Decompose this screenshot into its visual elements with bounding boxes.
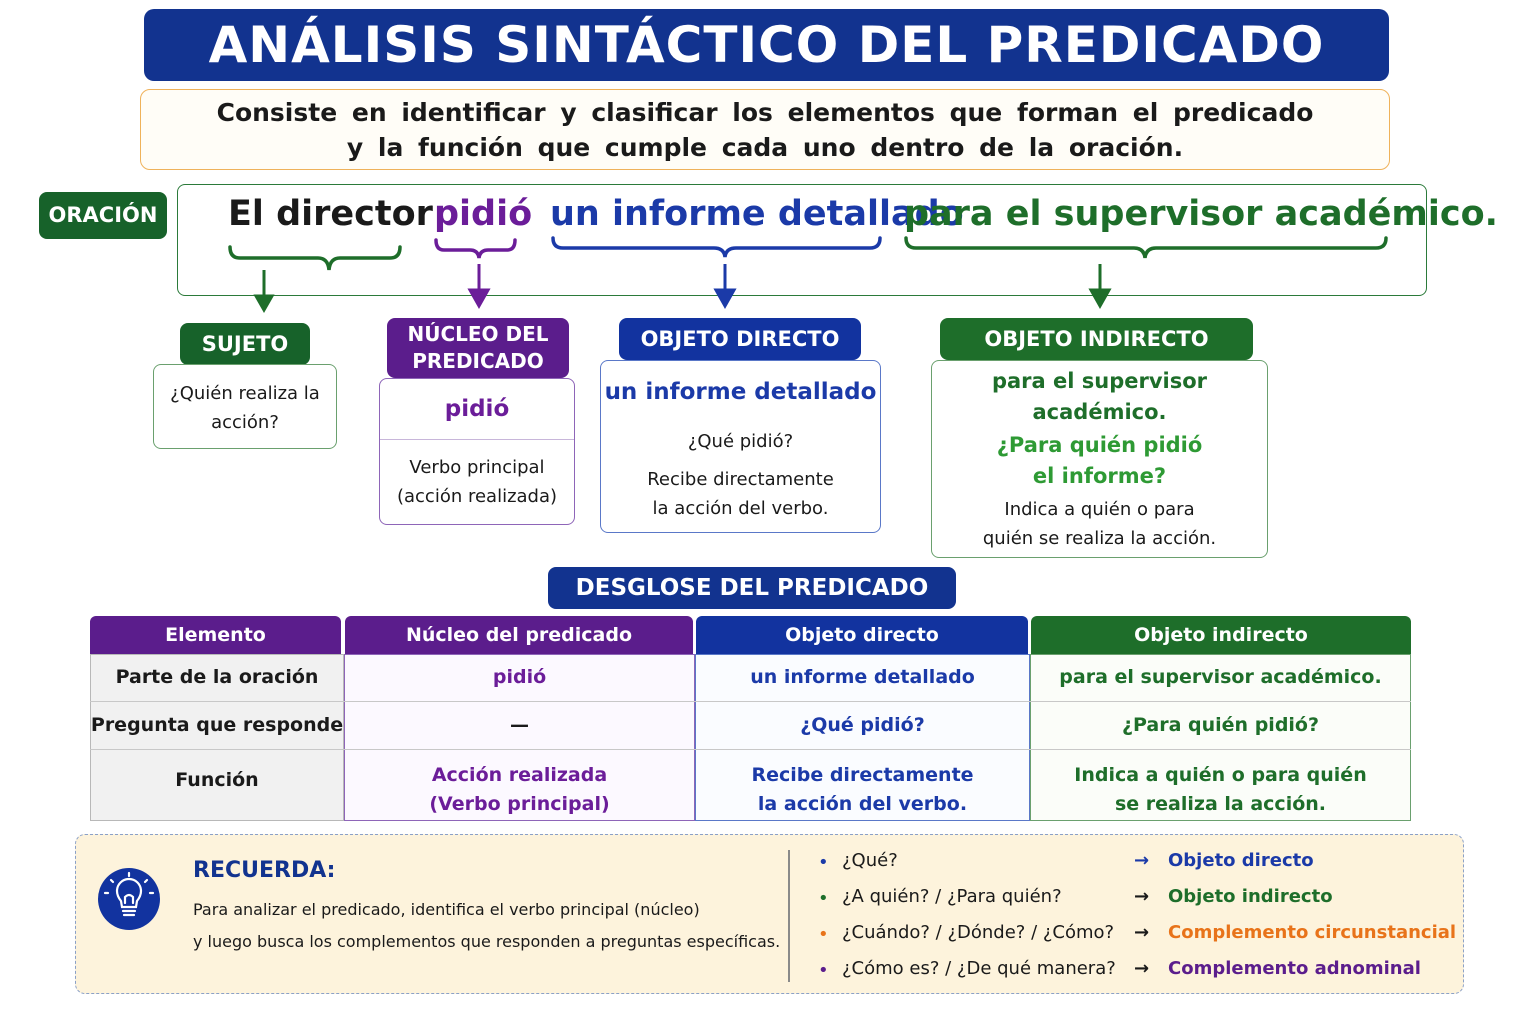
objeto-indirecto-word (932, 366, 1267, 428)
recuerda-line-2: y luego busca los complementos que responden a preguntas específicas. (193, 932, 781, 951)
objeto-directo-word: un informe detallado (604, 379, 877, 405)
objeto-indirecto-header: OBJETO INDIRECTO (940, 318, 1253, 360)
od-arrow (716, 264, 734, 306)
table-row-divider (90, 749, 1411, 750)
definition-line-1: Consiste en identificar y clasificar los elementos que forman el predicado (216, 98, 1314, 127)
guide-question: ¿Qué? (842, 850, 898, 871)
table-cell-od-pregunta: ¿Qué pidió? (800, 714, 925, 736)
od-desc-line-1: Recibe directamente (647, 469, 834, 490)
table-cell-od-funcion (695, 761, 1030, 819)
guide-question: ¿A quién? / ¿Para quién? (842, 886, 1062, 907)
bullet-dot-icon: • (818, 924, 829, 945)
oi-q-line-2: el informe? (1032, 464, 1167, 488)
sentence-subject: El director (228, 194, 433, 234)
bullet-dot-icon: • (818, 888, 829, 909)
table-cell-od-parte: un informe detallado (750, 666, 975, 688)
od-funcion-line-1: Recibe directamente (751, 764, 974, 786)
objeto-directo-card (600, 360, 881, 533)
objeto-indirecto-description (932, 495, 1267, 553)
page-title: ANÁLISIS SINTÁCTICO DEL PREDICADO (208, 16, 1325, 74)
table-cell-oi-funcion (1030, 761, 1411, 819)
oi-funcion-line-2: se realiza la acción. (1114, 793, 1326, 815)
od-funcion-line-2: la acción del verbo. (757, 793, 968, 815)
table-cell-nucleo-pregunta: — (510, 714, 529, 736)
sujeto-header: SUJETO (180, 323, 310, 365)
sentence-verb: pidió (434, 194, 533, 234)
arrow-right-icon: → (1134, 886, 1150, 907)
sentence-indirect-object: para el supervisor académico. (904, 194, 1498, 234)
oi-word-line-2: académico. (1032, 400, 1167, 424)
oi-funcion-line-1: Indica a quién o para quién (1074, 764, 1367, 786)
recuerda-title: RECUERDA: (193, 858, 336, 883)
guide-answer: Complemento circunstancial (1168, 922, 1457, 943)
objeto-directo-question: ¿Qué pidió? (687, 431, 794, 452)
table-cell-nucleo-funcion (344, 761, 695, 819)
objeto-directo-description (601, 465, 880, 523)
od-desc-line-2: la acción del verbo. (652, 498, 829, 519)
objeto-directo-header: OBJETO DIRECTO (619, 318, 861, 360)
arrow-right-icon: → (1134, 958, 1150, 979)
objeto-indirecto-card (931, 360, 1268, 558)
desglose-header: DESGLOSE DEL PREDICADO (548, 567, 956, 609)
guide-answer: Complemento adnominal (1168, 958, 1421, 979)
recuerda-divider (788, 850, 790, 982)
table-row-divider (90, 701, 1411, 702)
sujeto-question: ¿Quién realiza la acción? (170, 383, 320, 433)
od-brace (553, 238, 880, 257)
verb-arrow (470, 264, 488, 306)
oi-brace (906, 238, 1386, 258)
guide-question: ¿Cómo es? / ¿De qué manera? (842, 958, 1116, 979)
table-cell-nucleo-parte: pidió (492, 666, 547, 688)
bullet-dot-icon: • (818, 960, 829, 981)
table-header-objeto-indirecto: Objeto indirecto (1031, 616, 1411, 654)
sentence-direct-object: un informe detallado (550, 194, 964, 234)
nucleo-description (380, 453, 574, 511)
guide-answer: Objeto directo (1168, 850, 1314, 871)
oi-word-line-1: para el supervisor (991, 369, 1208, 393)
nucleo-header-line-2: PREDICADO (412, 349, 544, 373)
oi-arrow (1091, 264, 1109, 306)
verb-brace (436, 240, 515, 258)
nucleo-header (387, 318, 569, 378)
oi-desc-line-2: quién se realiza la acción. (982, 528, 1217, 549)
table-cell-oi-parte: para el supervisor académico. (1059, 666, 1382, 688)
oracion-label: ORACIÓN (39, 192, 167, 239)
oi-desc-line-1: Indica a quién o para (1004, 499, 1195, 520)
subject-brace (230, 247, 400, 270)
lightbulb-icon (97, 867, 161, 931)
bullet-dot-icon: • (818, 852, 829, 873)
table-header-elemento: Elemento (90, 616, 341, 654)
table-header-objeto-directo: Objeto directo (696, 616, 1028, 654)
oi-q-line-1: ¿Para quién pidió (996, 433, 1203, 457)
definition-line-2: y la función que cumple cada uno dentro de la oración. (346, 133, 1184, 162)
nucleo-funcion-line-1: Acción realizada (431, 764, 608, 786)
table-cell-label-parte: Parte de la oración (115, 666, 319, 688)
table-cell-label-funcion: Función (175, 769, 259, 791)
arrow-right-icon: → (1134, 850, 1150, 871)
objeto-indirecto-question (932, 430, 1267, 492)
guide-answer: Objeto indirecto (1168, 886, 1333, 907)
table-header-nucleo: Núcleo del predicado (345, 616, 693, 654)
nucleo-desc-line-1: Verbo principal (409, 457, 545, 478)
table-cell-oi-pregunta: ¿Para quién pidió? (1121, 714, 1320, 736)
sujeto-card (153, 364, 337, 449)
guide-question: ¿Cuándo? / ¿Dónde? / ¿Cómo? (842, 922, 1115, 943)
subject-arrow (256, 270, 272, 310)
recuerda-line-1: Para analizar el predicado, identifica el verbo principal (núcleo) (193, 900, 700, 919)
nucleo-card (379, 378, 575, 525)
connectors (0, 0, 1536, 320)
nucleo-header-line-1: NÚCLEO DEL (407, 322, 549, 346)
nucleo-funcion-line-2: (Verbo principal) (429, 793, 610, 815)
nucleo-word: pidió (444, 396, 510, 422)
arrow-right-icon: → (1134, 922, 1150, 943)
nucleo-divider (380, 439, 574, 440)
nucleo-desc-line-2: (acción realizada) (396, 486, 558, 507)
table-cell-label-pregunta: Pregunta que responde (90, 714, 344, 736)
